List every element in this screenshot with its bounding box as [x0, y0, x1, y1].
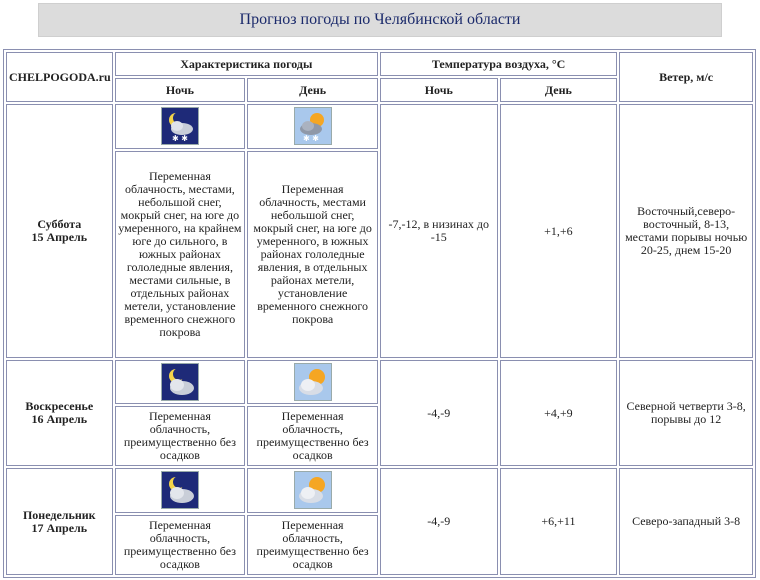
- page-title-bar: [38, 3, 722, 37]
- temp-day-cell: +1,+6: [500, 104, 618, 357]
- day-name: Суббота: [37, 217, 82, 232]
- site-name: CHELPOGODA.ru: [6, 52, 113, 102]
- wind-cell: Северо-западный 3-8: [619, 468, 753, 575]
- wind-header: Ветер, м/с: [619, 52, 753, 102]
- temp-night-cell: -4,-9: [380, 360, 498, 467]
- night-desc: Переменная облачность, преимущественно без осадков: [115, 406, 246, 466]
- day-desc: Переменная облачность, преимущественно без осадков: [247, 406, 378, 466]
- weather-char-header: Характеристика погоды: [115, 52, 378, 76]
- temp-night-cell: -7,-12, в низинах до -15: [380, 104, 498, 357]
- weather-day-header: День: [247, 78, 378, 102]
- night-icon-cell: [115, 360, 246, 404]
- temperature-header: Температура воздуха, °С: [380, 52, 617, 76]
- night-desc: Переменная облачность, местами, небольшой снег, мокрый снег, на юге до умеренного, на крайнем юге до сильного, в южных районах гололедные явления, местами сильные, в отдельных районах метели, установление временного снежного покрова: [115, 151, 246, 358]
- temp-day-cell: +6,+11: [500, 468, 618, 575]
- day-date: 16 Апрель: [31, 412, 88, 427]
- sun-cloud-snow-icon: [294, 107, 332, 145]
- moon-cloud-icon: [161, 363, 199, 401]
- day-desc: Переменная облачность, местами небольшой снег, мокрый снег, на юге до умеренного, в южных районах гололедные явления, в отдельных районах метели, установление временного снежного покрова: [247, 151, 378, 358]
- moon-cloud-icon: [161, 471, 199, 509]
- night-icon-cell: [115, 468, 246, 512]
- wind-cell: Восточный,северо-восточный, 8-13, местами порывы ночью 20-25, днем 15-20: [619, 104, 753, 357]
- day-cell-monday: [6, 468, 113, 575]
- temp-night-header: Ночь: [380, 78, 498, 102]
- sun-cloud-icon: [294, 471, 332, 509]
- temp-day-cell: +4,+9: [500, 360, 618, 467]
- day-cell-sunday: [6, 360, 113, 467]
- sun-cloud-icon: [294, 363, 332, 401]
- svg-text:✱ ✱: ✱ ✱: [302, 134, 319, 144]
- weather-night-header: Ночь: [115, 78, 246, 102]
- day-icon-cell: [247, 360, 378, 404]
- day-name: Понедельник: [22, 507, 96, 522]
- moon-cloud-snow-icon: [161, 107, 199, 145]
- day-date: 17 Апрель: [31, 520, 88, 535]
- night-desc: Переменная облачность, преимущественно без осадков: [115, 515, 246, 575]
- day-icon-cell: [247, 104, 378, 148]
- day-icon-cell: [247, 468, 378, 512]
- day-desc: Переменная облачность, преимущественно без осадков: [247, 515, 378, 575]
- temp-day-header: День: [500, 78, 618, 102]
- svg-text:✱ ✱: ✱ ✱: [171, 134, 188, 144]
- forecast-table: [3, 49, 756, 578]
- temp-night-cell: -4,-9: [380, 468, 498, 575]
- day-name: Воскресенье: [25, 399, 94, 414]
- wind-cell: Северной четверти 3-8, порывы до 12: [619, 360, 753, 467]
- day-cell-saturday: [6, 104, 113, 357]
- day-date: 15 Апрель: [31, 230, 88, 245]
- night-icon-cell: [115, 104, 246, 148]
- page-title: Прогноз погоды по Челябинской области: [239, 11, 521, 28]
